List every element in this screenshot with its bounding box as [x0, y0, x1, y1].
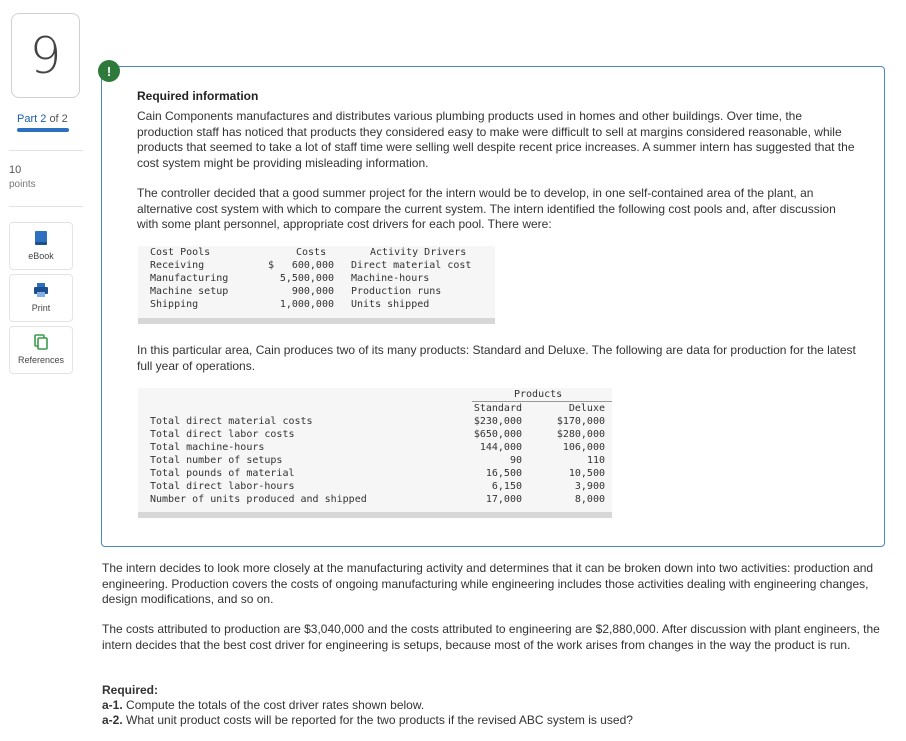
panel-title: Required information: [137, 89, 259, 103]
table-cell: 16,500: [485, 468, 522, 479]
table-cell: 600,000: [291, 260, 334, 271]
table-cell: 106,000: [562, 442, 605, 453]
table-cell: Total number of setups: [150, 455, 283, 466]
sidebar-divider: [9, 150, 83, 151]
table-cell: 3,900: [574, 481, 605, 492]
ebook-label: eBook: [28, 251, 54, 261]
table-cell: 17,000: [485, 494, 522, 505]
table-cell: Total machine-hours: [150, 442, 265, 453]
requirement-key: a-2.: [102, 713, 123, 727]
question-number-box: [11, 13, 80, 98]
table-cell: 144,000: [479, 442, 522, 453]
question-paragraph: The intern decides to look more closely at the manufacturing activity and determines that it can be broken down into two activities: production and engineering. Production covers the costs of ongoing manufacturing while engineering includes those activities dealing with engineering changes, design modifications, and so on.: [102, 561, 874, 606]
currency-symbol: $: [268, 260, 275, 271]
table-cell: 10,500: [568, 468, 605, 479]
requirement-text: Compute the totals of the cost driver rates shown below.: [126, 698, 425, 712]
print-label: Print: [31, 303, 51, 313]
part-progress-bar: [17, 128, 69, 132]
part-current: 2: [40, 113, 47, 125]
products-table: [138, 388, 612, 518]
table-cell: Total direct labor costs: [150, 429, 295, 440]
table-cell: 5,500,000: [279, 273, 334, 284]
table-cell: 900,000: [291, 286, 334, 297]
table-cell: 90: [509, 455, 522, 466]
info-paragraph: In this particular area, Cain produces two of its many products: Standard and Deluxe. The following are data for production for the latest full year of operations.: [137, 343, 856, 373]
table-cell: 110: [586, 455, 605, 466]
table-bottom-rule: [138, 512, 612, 518]
requirement-item: [102, 713, 633, 727]
question-number: 9: [29, 26, 62, 85]
table-cell: Total pounds of material: [150, 468, 295, 479]
column-header: Deluxe: [568, 403, 605, 414]
book-icon: [32, 229, 50, 247]
info-paragraph: Cain Components manufactures and distributes various plumbing products used in homes and other buildings. Over time, the production staff has noticed that products they considered easy to make were difficult to sell at margins considered reasonable, while products that seemed to take a lot of staff time were selling well despite recent price increases. A summer intern has suggested that the cost system might be providing misleading information.: [137, 109, 855, 170]
part-of: of 2: [49, 113, 68, 125]
table-cell: 1,000,000: [279, 299, 334, 310]
table-cell: $230,000: [473, 416, 522, 427]
requirement-text: What unit product costs will be reported for the two products if the revised ABC system is used?: [126, 713, 633, 727]
table-cell: Receiving: [150, 260, 205, 271]
column-header: Cost Pools: [150, 247, 211, 258]
info-paragraph: The controller decided that a good summer project for the intern would be to develop, in one self-contained area of the plant, an alternative cost system with which to compare the current system. The intern identified the following cost pools and, after discussion with some plant personnel, appropriate cost drivers for each pool. There were:: [137, 186, 836, 231]
references-button[interactable]: [9, 326, 73, 374]
column-header: Costs: [296, 247, 327, 258]
table-cell: Units shipped: [351, 299, 430, 310]
table-cell: Shipping: [150, 299, 199, 310]
print-button[interactable]: [9, 274, 73, 322]
table-cell: 8,000: [574, 494, 605, 505]
table-cell: Machine setup: [150, 286, 229, 297]
table-cell: Direct material cost: [351, 260, 472, 271]
table-cell: Total direct material costs: [150, 416, 313, 427]
printer-icon: [32, 281, 50, 299]
part-indicator: [17, 113, 68, 125]
cost-pools-table: [138, 246, 495, 324]
table-cell: Number of units produced and shipped: [150, 494, 367, 505]
ebook-button[interactable]: [9, 222, 73, 270]
references-label: References: [17, 355, 65, 365]
table-bottom-rule: [138, 318, 495, 324]
table-cell: Machine-hours: [351, 273, 430, 284]
column-header: Activity Drivers: [370, 247, 467, 258]
table-cell: $650,000: [473, 429, 522, 440]
requirement-item: [102, 698, 424, 712]
requirement-key: a-1.: [102, 698, 123, 712]
table-cell: $280,000: [556, 429, 605, 440]
sidebar-divider: [9, 206, 83, 207]
table-cell: 6,150: [491, 481, 522, 492]
table-cell: Production runs: [351, 286, 442, 297]
table-cell: Total direct labor-hours: [150, 481, 295, 492]
question-paragraph: The costs attributed to production are $3,040,000 and the costs attributed to engineering are $2,880,000. After discussion with plant engineers, the intern decides that the best cost driver for engineering is setups, because most of the work arises from changes in the way the product is run.: [102, 622, 880, 652]
column-header: Standard: [473, 403, 522, 414]
alert-icon: !: [98, 60, 120, 82]
points-label: points: [9, 179, 36, 190]
column-group-header: Products: [514, 389, 563, 400]
required-heading: Required:: [102, 683, 159, 697]
points-value: 10: [9, 164, 22, 176]
table-cell: $170,000: [556, 416, 605, 427]
part-prefix: Part: [17, 113, 38, 125]
table-cell: Manufacturing: [150, 273, 229, 284]
copy-icon: [32, 333, 50, 351]
header-underline: [472, 401, 612, 402]
